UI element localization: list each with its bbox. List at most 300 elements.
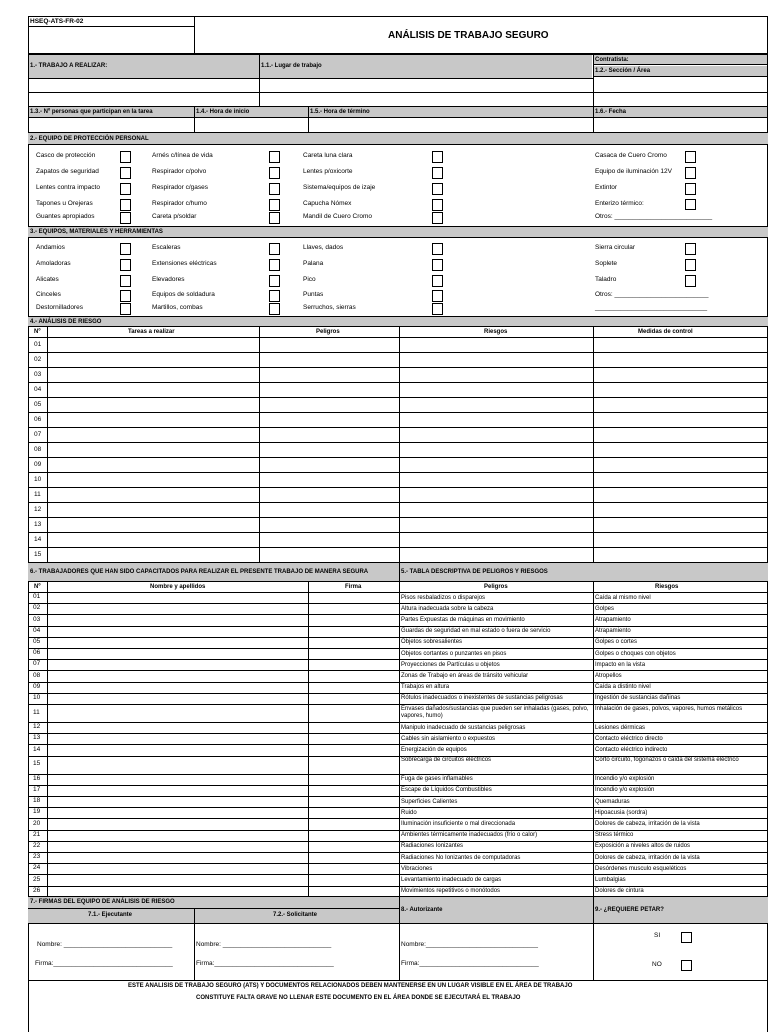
trabajador-firma-cell[interactable] xyxy=(309,745,398,755)
peligro-text: Movimientos repetitivos o monótodos xyxy=(401,888,501,895)
riesgo-cell[interactable] xyxy=(260,413,399,426)
trab-header-firma: Firma xyxy=(345,584,362,590)
trabajo-label: 1.- TRABAJO A REALIZAR: xyxy=(30,63,108,69)
epp-item-label: Casco de protección xyxy=(36,152,96,159)
trabajador-nombre-cell[interactable] xyxy=(48,649,307,659)
peligro-text: Envases dañados/sustancias que pueden ser inhaladas (gases, polvo, vapores, humo) xyxy=(401,705,589,719)
riesgo-cell[interactable] xyxy=(260,533,399,546)
equipo-checkbox[interactable] xyxy=(685,275,696,287)
equipo-item-label: _______________________________ xyxy=(595,304,708,311)
trabajador-nombre-cell[interactable] xyxy=(48,694,307,704)
riesgo-cell[interactable] xyxy=(260,428,399,441)
contratista-label: Contratista: xyxy=(595,57,629,63)
tabla-header-riesgos: Riesgos xyxy=(655,584,679,590)
equipo-checkbox[interactable] xyxy=(432,243,443,255)
trabajador-nombre-cell[interactable] xyxy=(48,660,307,670)
peligro-text: Radiaciones No Ionizantes de computadoras xyxy=(401,854,521,861)
equipo-checkbox[interactable] xyxy=(432,290,443,302)
peligro-text: Objetos sobresalientes xyxy=(401,639,463,646)
peligro-text: Trabajos en altura xyxy=(401,684,450,691)
equipo-item-label: Soplete xyxy=(595,260,618,267)
riesgo-row-number: 13 xyxy=(34,521,42,528)
equipo-item-label: Amoladoras xyxy=(36,260,71,267)
hora-termino-label: 1.5.- Hora de término xyxy=(310,109,370,115)
trabajador-firma-cell[interactable] xyxy=(309,797,398,807)
riesgo-cell[interactable] xyxy=(260,458,399,471)
trabajador-row-number: 22 xyxy=(33,841,41,849)
peligro-text: Ruido xyxy=(401,809,417,816)
trabajador-row-number: 05 xyxy=(33,637,41,645)
riesgo-text: Exposición a niveles altos de ruidos xyxy=(595,843,691,850)
trabajador-firma-cell[interactable] xyxy=(309,649,398,659)
riesgo-cell[interactable] xyxy=(400,533,593,546)
riesgo-text: Inhalación de gases, polvos, vapores, humos metálicos xyxy=(595,705,743,712)
riesgo-cell[interactable] xyxy=(594,338,767,351)
riesgo-text: Stress térmico xyxy=(595,832,634,839)
riesgo-cell[interactable] xyxy=(48,368,259,381)
peligro-text: Ambientes térmicamente inadecuados (frío o calor) xyxy=(401,832,538,839)
epp-item-label: Equipo de iluminación 12V xyxy=(595,168,672,175)
epp-checkbox[interactable] xyxy=(432,183,443,195)
trabajador-row-number: 07 xyxy=(33,660,41,668)
equipo-checkbox[interactable] xyxy=(685,243,696,255)
trabajador-row-number: 18 xyxy=(33,797,41,805)
trabajador-row-number: 13 xyxy=(33,734,41,742)
riesgo-row-number: 05 xyxy=(34,401,42,408)
equipo-checkbox[interactable] xyxy=(432,303,443,315)
trabajador-firma-cell[interactable] xyxy=(309,694,398,704)
riesgo-row-number: 15 xyxy=(34,551,42,558)
peligro-text: Sobrecarga de circuitos eléctricos xyxy=(401,757,492,764)
epp-item-label: Zapatos de seguridad xyxy=(36,168,99,175)
equipo-checkbox[interactable] xyxy=(685,259,696,271)
peligro-text: Proyecciones de Partículas u objetos xyxy=(401,661,500,668)
riesgo-cell[interactable] xyxy=(260,473,399,486)
trabajador-nombre-cell[interactable] xyxy=(48,819,307,829)
epp-checkbox[interactable] xyxy=(120,151,131,163)
riesgo-cell[interactable] xyxy=(48,548,259,561)
firmas-title: 7.- FIRMAS DEL EQUIPO DE ANÁLISIS DE RIESGO xyxy=(30,899,175,905)
riesgo-text: Desórdenes musculo esqueléticos xyxy=(595,865,687,872)
riesgo-cell[interactable] xyxy=(400,353,593,366)
trabajador-nombre-cell[interactable] xyxy=(48,757,307,774)
personas-label: 1.3.- Nº personas que participan en la tarea xyxy=(30,109,153,115)
riesgo-text: Contacto eléctrico indirecto xyxy=(595,746,668,753)
riesgo-cell[interactable] xyxy=(400,338,593,351)
riesgo-row-number: 07 xyxy=(34,431,42,438)
riesgo-header-tareas: Tareas a realizar xyxy=(128,329,175,335)
riesgo-cell[interactable] xyxy=(48,383,259,396)
riesgo-cell[interactable] xyxy=(260,443,399,456)
riesgo-row-number: 02 xyxy=(34,356,42,363)
peligro-text: Manipulo inadecuado de sustancias peligrosas xyxy=(401,724,526,731)
epp-checkbox[interactable] xyxy=(269,212,280,224)
epp-item-label: Otros: ___________________________ xyxy=(595,213,713,220)
riesgo-cell[interactable] xyxy=(260,503,399,516)
equipo-checkbox[interactable] xyxy=(120,290,131,302)
riesgo-cell[interactable] xyxy=(400,458,593,471)
trabajador-firma-cell[interactable] xyxy=(309,853,398,863)
riesgo-text: Ingestión de sustancias dañinas xyxy=(595,695,681,702)
peligro-text: Levantamiento inadecuado de cargas xyxy=(401,876,502,883)
solicitante-label: 7.2.- Solicitante xyxy=(273,912,318,918)
peligro-text: Vibraciones xyxy=(401,865,433,872)
riesgo-cell[interactable] xyxy=(48,398,259,411)
riesgo-cell[interactable] xyxy=(594,383,767,396)
riesgo-text: Caída al mismo nivel xyxy=(595,594,651,601)
ejecutante-label: 7.1.- Ejecutante xyxy=(88,912,133,918)
riesgo-row-number: 12 xyxy=(34,506,42,513)
riesgo-cell[interactable] xyxy=(260,548,399,561)
trabajador-row-number: 12 xyxy=(33,723,41,731)
peligro-text: Radiaciones Ionizantes xyxy=(401,843,464,850)
riesgo-cell[interactable] xyxy=(400,428,593,441)
trabajador-firma-cell[interactable] xyxy=(309,864,398,874)
trabajador-firma-cell[interactable] xyxy=(309,757,398,774)
riesgo-cell[interactable] xyxy=(594,398,767,411)
riesgo-text: Contacto eléctrico directo xyxy=(595,735,663,742)
petar-no-checkbox[interactable] xyxy=(681,960,692,971)
riesgo-text: Atrapamiento xyxy=(595,616,631,623)
equipo-item-label: Andamios xyxy=(36,244,65,251)
trabajador-row-number: 08 xyxy=(33,671,41,679)
trabajador-nombre-cell[interactable] xyxy=(48,797,307,807)
riesgo-cell[interactable] xyxy=(400,413,593,426)
riesgo-cell[interactable] xyxy=(400,518,593,531)
equipo-item-label: Puntas xyxy=(303,291,324,298)
autorizante-nombre[interactable]: Nombre:_______________________________ xyxy=(401,941,538,948)
trabajador-nombre-cell[interactable] xyxy=(48,853,307,863)
epp-checkbox[interactable] xyxy=(120,212,131,224)
trabajador-firma-cell[interactable] xyxy=(309,593,398,603)
footer-line1: ESTE ANALISIS DE TRABAJO SEGURO (ATS) Y DOCUMENTOS RELACIONADOS DEBEN MANTENERSE EN UN LUGAR VISIBLE EN EL ÁREA DE TRABAJO xyxy=(128,983,573,989)
equipo-item-label: Pico xyxy=(303,276,316,283)
riesgo-cell[interactable] xyxy=(400,503,593,516)
epp-item-label: Sistema/equipos de izaje xyxy=(303,184,376,191)
peligro-text: Pisos resbaladizos o disparejos xyxy=(401,594,486,601)
seccion-label: 1.2.- Sección / Área xyxy=(595,68,651,74)
epp-item-label: Mandil de Cuero Cromo xyxy=(303,213,373,220)
riesgo-cell[interactable] xyxy=(48,458,259,471)
riesgo-cell[interactable] xyxy=(400,383,593,396)
solicitante-firma[interactable]: Firma:_________________________________ xyxy=(196,960,334,967)
equipo-checkbox[interactable] xyxy=(120,243,131,255)
trabajador-firma-cell[interactable] xyxy=(309,819,398,829)
riesgo-title: 4.- ANÁLISIS DE RIESGO xyxy=(30,319,102,325)
equipo-item-label: Llaves, dados xyxy=(303,244,344,251)
riesgo-text: Quemaduras xyxy=(595,798,630,805)
trabajador-row-number: 20 xyxy=(33,819,41,827)
equipo-item-label: Palana xyxy=(303,260,324,267)
trabajador-row-number: 26 xyxy=(33,886,41,894)
equipo-item-label: Taladro xyxy=(595,276,617,283)
lugar-label: 1.1.- Lugar de trabajo xyxy=(261,63,322,69)
peligro-text: Fuga de gases inflamables xyxy=(401,776,473,783)
equipo-item-label: Equipos de soldadura xyxy=(152,291,215,298)
equipo-item-label: Cinceles xyxy=(36,291,61,298)
riesgo-cell[interactable] xyxy=(48,488,259,501)
equipos-title: 3.- EQUIPOS, MATERIALES Y HERRAMIENTAS xyxy=(30,229,163,235)
trabajador-firma-cell[interactable] xyxy=(309,638,398,648)
trabajador-row-number: 21 xyxy=(33,830,41,838)
epp-item-label: Capucha Nómex xyxy=(303,200,352,207)
epp-checkbox[interactable] xyxy=(685,151,696,163)
riesgo-cell[interactable] xyxy=(400,398,593,411)
autorizante-firma[interactable]: Firma:_________________________________ xyxy=(401,960,539,967)
trabajador-row-number: 23 xyxy=(33,853,41,861)
equipo-item-label: Otros: __________________________ xyxy=(595,291,709,298)
epp-item-label: Tapones u Orejeras xyxy=(36,200,93,207)
equipo-checkbox[interactable] xyxy=(269,275,280,287)
form-title: ANÁLISIS DE TRABAJO SEGURO xyxy=(388,30,549,41)
riesgo-row-number: 03 xyxy=(34,371,42,378)
trabajador-firma-cell[interactable] xyxy=(309,604,398,614)
trabajador-firma-cell[interactable] xyxy=(309,775,398,785)
equipo-item-label: Martillos, combas xyxy=(152,304,203,311)
epp-checkbox[interactable] xyxy=(685,167,696,179)
trabajador-firma-cell[interactable] xyxy=(309,875,398,885)
trabajador-firma-cell[interactable] xyxy=(309,842,398,852)
trabajador-firma-cell[interactable] xyxy=(309,627,398,637)
trabajador-row-number: 11 xyxy=(33,708,40,716)
epp-checkbox[interactable] xyxy=(120,167,131,179)
equipo-checkbox[interactable] xyxy=(120,259,131,271)
equipo-checkbox[interactable] xyxy=(432,259,443,271)
riesgo-cell[interactable] xyxy=(594,428,767,441)
equipo-checkbox[interactable] xyxy=(120,303,131,315)
riesgo-row-number: 11 xyxy=(34,491,41,498)
riesgo-cell[interactable] xyxy=(400,488,593,501)
epp-checkbox[interactable] xyxy=(120,183,131,195)
epp-checkbox[interactable] xyxy=(685,183,696,195)
riesgo-header-peligros: Peligros xyxy=(316,329,340,335)
epp-checkbox[interactable] xyxy=(120,199,131,211)
riesgo-row-number: 14 xyxy=(34,536,42,543)
trabajador-nombre-cell[interactable] xyxy=(48,705,307,722)
riesgo-cell[interactable] xyxy=(594,533,767,546)
epp-item-label: Guantes apropiados xyxy=(36,213,95,220)
riesgo-row-number: 01 xyxy=(34,341,42,348)
trabajador-row-number: 24 xyxy=(33,864,41,872)
riesgo-cell[interactable] xyxy=(260,398,399,411)
equipo-checkbox[interactable] xyxy=(120,275,131,287)
epp-item-label: Casaca de Cuero Cromo xyxy=(595,152,667,159)
epp-item-label: Respirador c/gases xyxy=(152,184,208,191)
riesgo-cell[interactable] xyxy=(594,443,767,456)
equipo-checkbox[interactable] xyxy=(269,243,280,255)
trabajador-nombre-cell[interactable] xyxy=(48,842,307,852)
riesgo-text: Incendio y/o explosión xyxy=(595,787,655,794)
riesgo-cell[interactable] xyxy=(48,338,259,351)
riesgo-text: Atropellos xyxy=(595,672,622,679)
riesgo-cell[interactable] xyxy=(400,443,593,456)
epp-checkbox[interactable] xyxy=(685,199,696,210)
equipo-checkbox[interactable] xyxy=(269,259,280,271)
peligro-text: Escape de Líquidos Combustibles xyxy=(401,787,492,794)
epp-checkbox[interactable] xyxy=(269,167,280,179)
hora-inicio-label: 1.4.- Hora de inicio xyxy=(196,109,250,115)
riesgo-text: Hipoacusia (sordra) xyxy=(595,809,648,816)
trabajador-firma-cell[interactable] xyxy=(309,831,398,841)
riesgo-cell[interactable] xyxy=(594,488,767,501)
epp-item-label: Arnés c/línea de vida xyxy=(152,152,213,159)
trabajador-nombre-cell[interactable] xyxy=(48,723,307,733)
trabajador-firma-cell[interactable] xyxy=(309,705,398,722)
riesgo-cell[interactable] xyxy=(48,443,259,456)
epp-checkbox[interactable] xyxy=(269,151,280,163)
riesgo-cell[interactable] xyxy=(48,428,259,441)
form-code: HSEQ-ATS-FR-02 xyxy=(30,18,84,25)
equipo-item-label: Extensiones eléctricas xyxy=(152,260,217,267)
riesgo-row-number: 08 xyxy=(34,446,42,453)
trabajador-firma-cell[interactable] xyxy=(309,723,398,733)
footer-line2: CONSTITUYE FALTA GRAVE NO LLENAR ESTE DOCUMENTO EN EL ÁREA DONDE SE EJECUTARÁ EL TRABAJO xyxy=(196,995,521,1001)
trabajador-row-number: 14 xyxy=(33,745,41,753)
epp-checkbox[interactable] xyxy=(269,199,280,211)
riesgo-cell[interactable] xyxy=(260,488,399,501)
riesgo-cell[interactable] xyxy=(594,353,767,366)
petar-si-checkbox[interactable] xyxy=(681,932,692,943)
riesgo-cell[interactable] xyxy=(594,413,767,426)
solicitante-nombre[interactable]: Nombre: ______________________________ xyxy=(196,941,332,948)
trabajadores-title: 6.- TRABAJADORES QUE HAN SIDO CAPACITADOS PARA REALIZAR EL PRESENTE TRABAJO DE MANERA SEGURA xyxy=(30,569,369,575)
riesgo-cell[interactable] xyxy=(48,518,259,531)
trabajador-nombre-cell[interactable] xyxy=(48,734,307,744)
riesgo-cell[interactable] xyxy=(48,353,259,366)
peligro-text: Iluminación insuficiente o mal direccionada xyxy=(401,820,516,827)
trab-header-nombre: Nombre y apellidos xyxy=(150,584,206,590)
trabajador-firma-cell[interactable] xyxy=(309,808,398,818)
equipo-item-label: Alicates xyxy=(36,276,59,283)
epp-checkbox[interactable] xyxy=(432,151,443,163)
riesgo-cell[interactable] xyxy=(594,473,767,486)
trabajador-nombre-cell[interactable] xyxy=(48,864,307,874)
riesgo-cell[interactable] xyxy=(260,353,399,366)
riesgo-cell[interactable] xyxy=(594,518,767,531)
trabajador-nombre-cell[interactable] xyxy=(48,604,307,614)
ejecutante-firma[interactable]: Firma:_________________________________ xyxy=(35,960,173,967)
riesgo-cell[interactable] xyxy=(594,368,767,381)
equipo-item-label: Sierra circular xyxy=(595,244,636,251)
riesgo-header-no: Nº xyxy=(34,329,41,335)
epp-checkbox[interactable] xyxy=(269,183,280,195)
riesgo-cell[interactable] xyxy=(48,473,259,486)
equipo-checkbox[interactable] xyxy=(269,290,280,302)
riesgo-text: Caída a distinto nivel xyxy=(595,684,651,691)
tabla-header-peligros: Peligros xyxy=(484,584,508,590)
trabajador-firma-cell[interactable] xyxy=(309,683,398,693)
trabajador-firma-cell[interactable] xyxy=(309,615,398,625)
riesgo-cell[interactable] xyxy=(400,548,593,561)
peligro-text: Guardas de seguridad en mal estado o fuera de servicio xyxy=(401,628,551,635)
riesgo-text: Dolores de cabeza, irritación de la vista xyxy=(595,854,700,861)
trabajador-nombre-cell[interactable] xyxy=(48,671,307,681)
trabajador-row-number: 02 xyxy=(33,604,41,612)
trabajador-firma-cell[interactable] xyxy=(309,660,398,670)
trabajador-firma-cell[interactable] xyxy=(309,786,398,796)
riesgo-cell[interactable] xyxy=(48,503,259,516)
trab-header-no: Nº xyxy=(34,584,41,590)
trabajador-firma-cell[interactable] xyxy=(309,734,398,744)
riesgo-row-number: 06 xyxy=(34,416,42,423)
trabajador-nombre-cell[interactable] xyxy=(48,831,307,841)
riesgo-cell[interactable] xyxy=(400,473,593,486)
riesgo-text: Corto circuito, fogonazos o caída del sistema eléctrico xyxy=(595,757,739,764)
riesgo-cell[interactable] xyxy=(594,458,767,471)
riesgo-header-medidas: Medidas de control xyxy=(638,329,693,335)
equipo-checkbox[interactable] xyxy=(269,303,280,315)
riesgo-text: Atrapamiento xyxy=(595,628,631,635)
ejecutante-nombre[interactable]: Nombre: ______________________________ xyxy=(37,941,173,948)
riesgo-cell[interactable] xyxy=(594,503,767,516)
trabajador-nombre-cell[interactable] xyxy=(48,638,307,648)
trabajador-nombre-cell[interactable] xyxy=(48,808,307,818)
trabajador-nombre-cell[interactable] xyxy=(48,775,307,785)
riesgo-text: Dolores de cintura xyxy=(595,888,644,895)
trabajador-row-number: 15 xyxy=(33,760,41,768)
riesgo-text: Dolores de cabeza, irritación de la vista xyxy=(595,820,700,827)
epp-item-label: Lentes p/oxicorte xyxy=(303,168,353,175)
trabajador-row-number: 19 xyxy=(33,808,41,816)
riesgo-cell[interactable] xyxy=(594,548,767,561)
epp-checkbox[interactable] xyxy=(432,167,443,179)
riesgo-text: Incendio y/o explosión xyxy=(595,776,655,783)
epp-item-label: Respirador c/humo xyxy=(152,200,207,207)
trabajador-firma-cell[interactable] xyxy=(309,671,398,681)
trabajador-nombre-cell[interactable] xyxy=(48,875,307,885)
trabajador-nombre-cell[interactable] xyxy=(48,786,307,796)
riesgo-row-number: 10 xyxy=(34,476,42,483)
epp-item-label: Careta luna clara xyxy=(303,152,353,159)
trabajador-nombre-cell[interactable] xyxy=(48,683,307,693)
trabajador-row-number: 10 xyxy=(33,693,41,701)
riesgo-cell[interactable] xyxy=(400,368,593,381)
epp-item-label: Careta p/soldar xyxy=(152,213,197,220)
epp-checkbox[interactable] xyxy=(432,212,443,224)
equipo-item-label: Destornilladores xyxy=(36,304,83,311)
riesgo-cell[interactable] xyxy=(48,533,259,546)
fecha-label: 1.6.- Fecha xyxy=(595,109,627,115)
peligro-text: Energización de equipos xyxy=(401,746,467,753)
riesgo-cell[interactable] xyxy=(260,518,399,531)
trabajador-nombre-cell[interactable] xyxy=(48,745,307,755)
riesgo-cell[interactable] xyxy=(260,338,399,351)
petar-si-label: SI xyxy=(654,932,661,939)
epp-item-label: Lentes contra impacto xyxy=(36,184,100,191)
equipo-item-label: Elevadores xyxy=(152,276,185,283)
trabajador-nombre-cell[interactable] xyxy=(48,615,307,625)
peligro-text: Partes Expuestas de máquinas en movimiento xyxy=(401,616,525,623)
riesgo-text: Golpes o choques con objetos xyxy=(595,650,676,657)
epp-checkbox[interactable] xyxy=(432,199,443,211)
trabajador-nombre-cell[interactable] xyxy=(48,593,307,603)
petar-label: 9.- ¿REQUIERE PETAR? xyxy=(595,907,664,913)
trabajador-row-number: 17 xyxy=(33,785,41,793)
riesgo-cell[interactable] xyxy=(260,383,399,396)
riesgo-cell[interactable] xyxy=(260,368,399,381)
epp-item-label: Enterizo térmico: xyxy=(595,200,644,207)
trabajador-nombre-cell[interactable] xyxy=(48,627,307,637)
trabajador-row-number: 03 xyxy=(33,615,41,623)
peligro-text: Objetos cortantes o punzantes en pisos xyxy=(401,650,507,657)
equipo-checkbox[interactable] xyxy=(432,275,443,287)
equipo-item-label: Escaleras xyxy=(152,244,181,251)
tabla-title: 5.- TABLA DESCRIPTIVA DE PELIGROS Y RIESGOS xyxy=(401,569,548,575)
petar-no-label: NO xyxy=(652,961,662,968)
riesgo-cell[interactable] xyxy=(48,413,259,426)
riesgo-row-number: 09 xyxy=(34,461,42,468)
trabajador-row-number: 25 xyxy=(33,875,41,883)
